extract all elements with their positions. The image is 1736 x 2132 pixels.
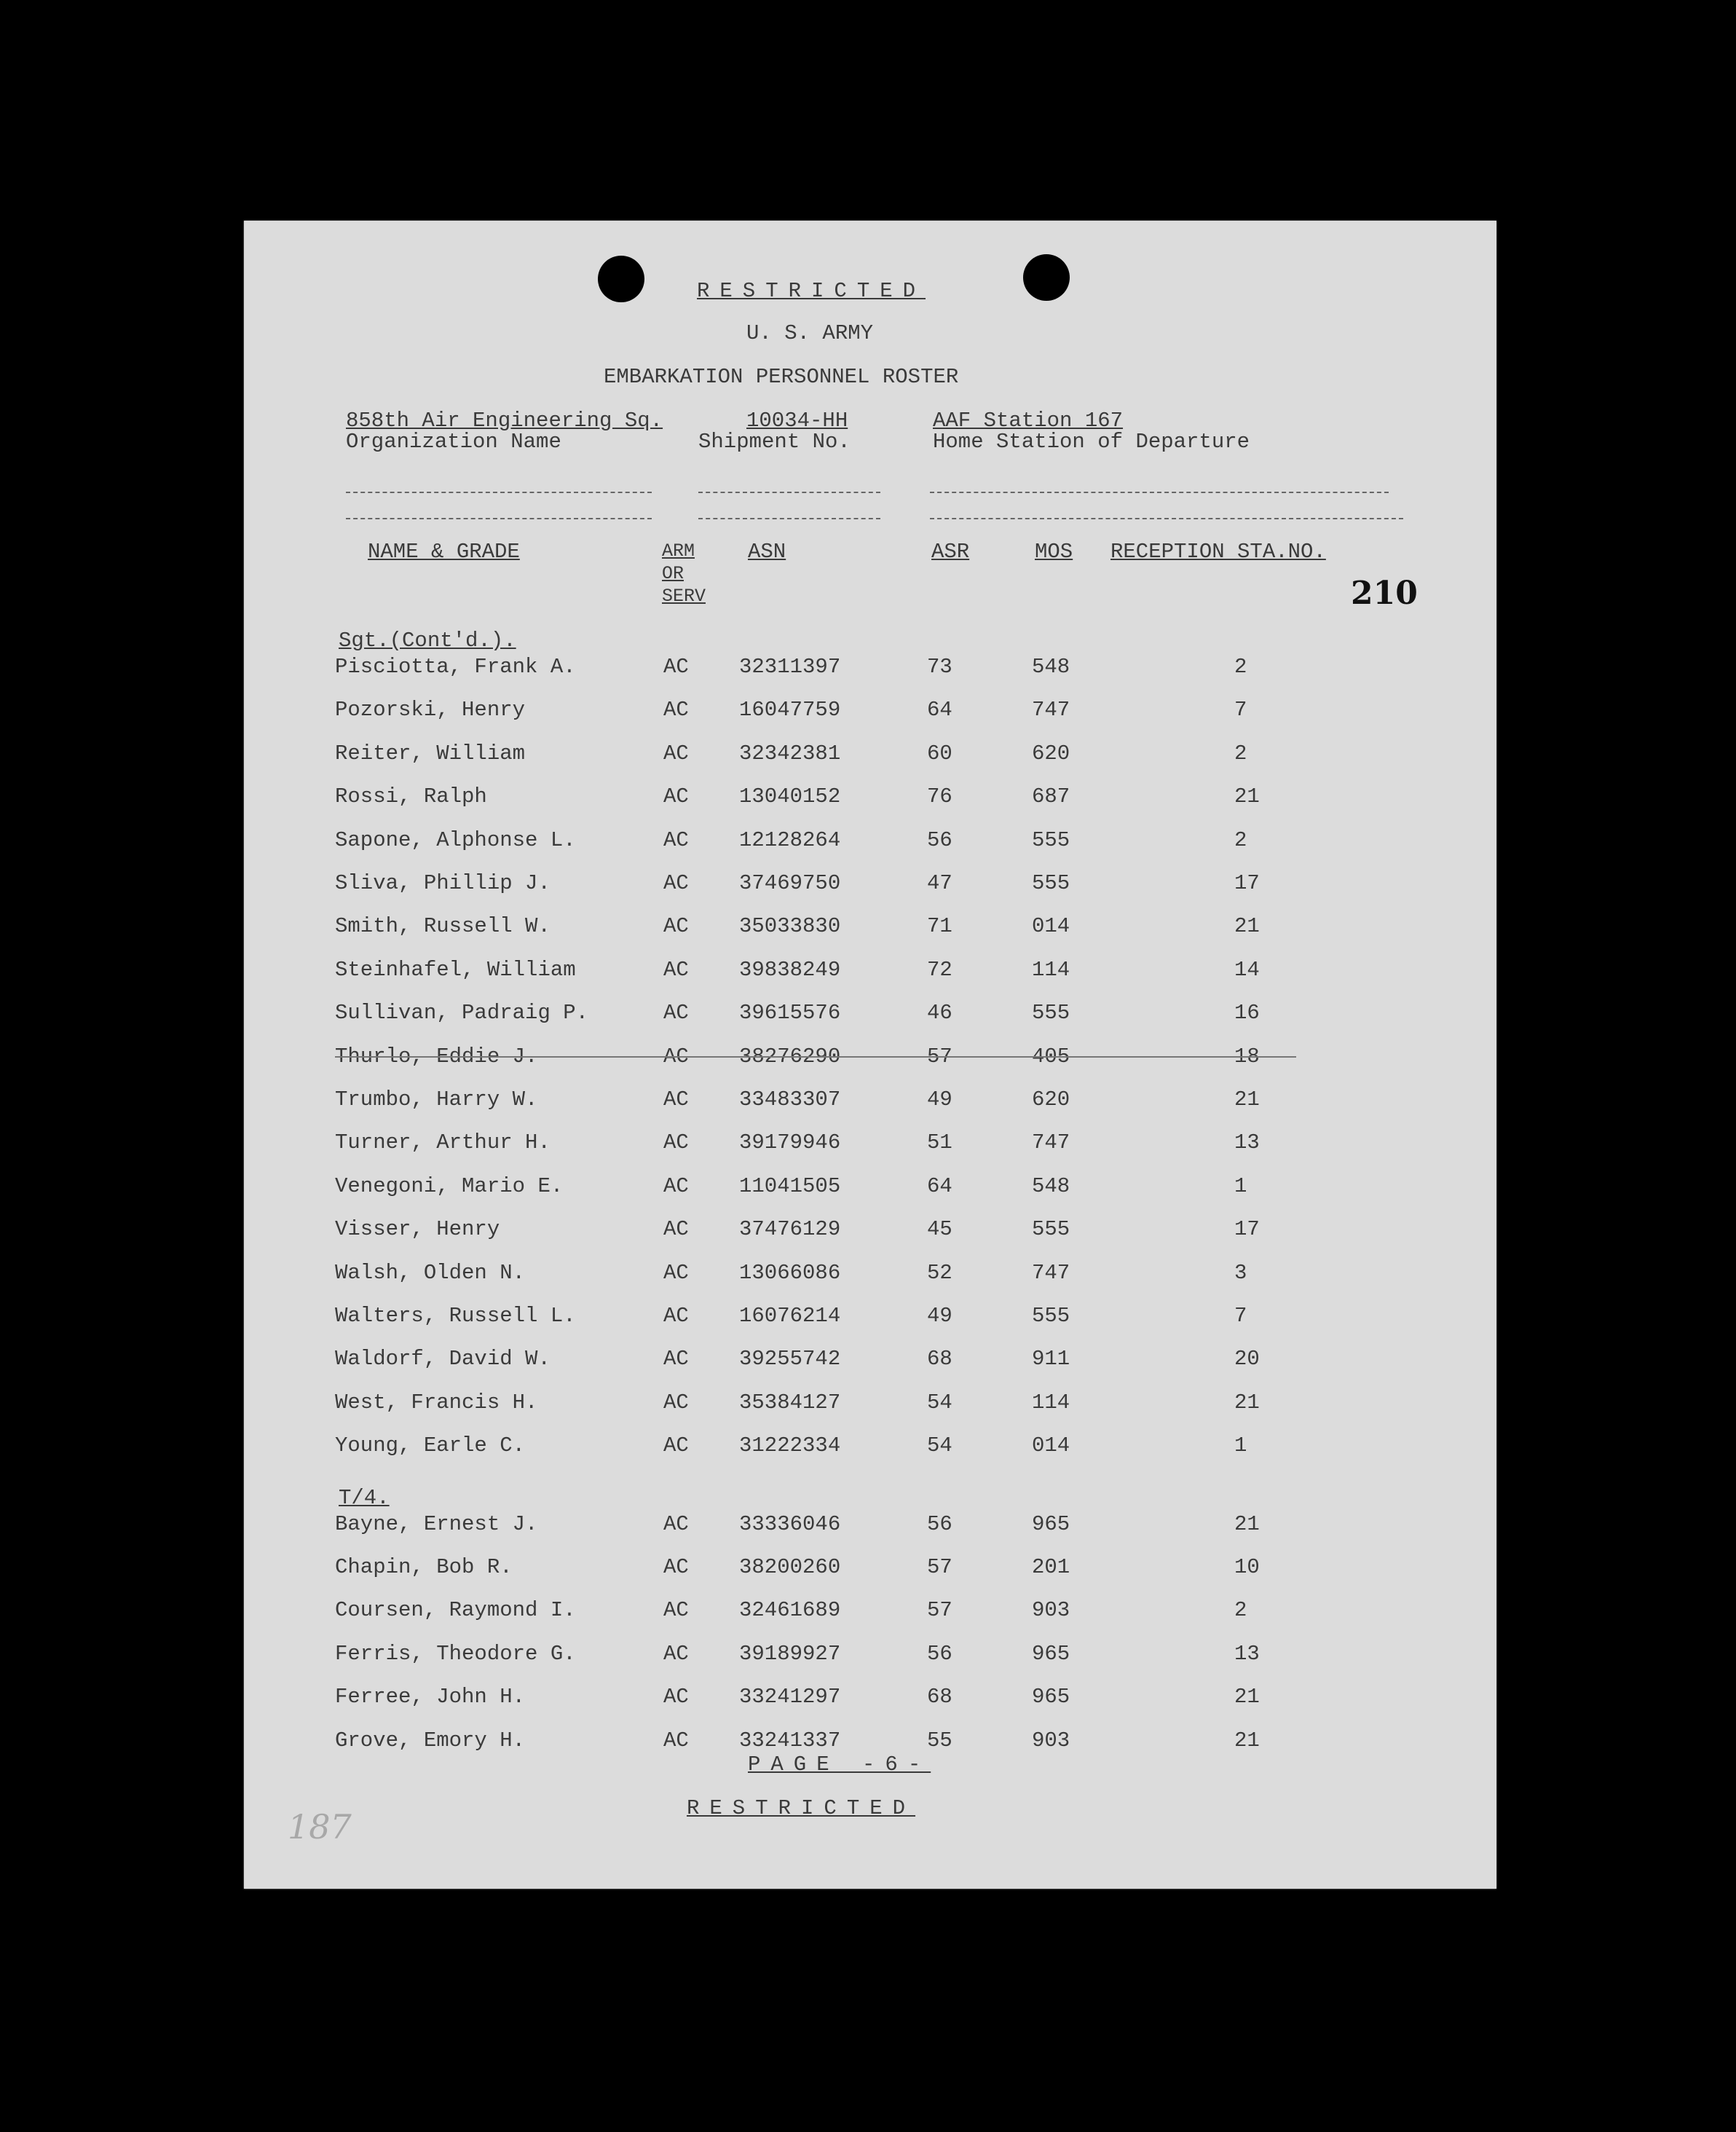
- punch-hole-left: [598, 256, 644, 302]
- cell-asr: 47: [927, 871, 952, 895]
- cell-asn: 16076214: [739, 1304, 841, 1328]
- cell-name: Thurlo, Eddie J.: [335, 1044, 538, 1069]
- cell-arm: AC: [663, 827, 689, 852]
- cell-asr: 64: [927, 1173, 952, 1198]
- cell-sta: 21: [1234, 784, 1260, 809]
- cell-arm: AC: [663, 914, 689, 939]
- cell-mos: 911: [1032, 1347, 1070, 1372]
- cell-asn: 32461689: [739, 1598, 841, 1623]
- cell-sta: 3: [1234, 1260, 1247, 1285]
- cell-arm: AC: [663, 1044, 689, 1069]
- cell-name: Reiter, William: [335, 741, 526, 766]
- station-value: AAF Station 167: [933, 409, 1124, 433]
- column-name-grade: NAME & GRADE: [368, 540, 520, 564]
- cell-asr: 68: [927, 1347, 952, 1372]
- cell-asr: 46: [927, 1001, 952, 1026]
- column-mos: MOS: [1035, 540, 1073, 564]
- cell-asn: 38200260: [739, 1555, 841, 1579]
- cell-asn: 16047759: [739, 698, 841, 723]
- cell-asn: 37476129: [739, 1217, 841, 1242]
- cell-name: Ferris, Theodore G.: [335, 1641, 576, 1666]
- cell-arm: AC: [663, 1555, 689, 1579]
- cell-arm: AC: [663, 1260, 689, 1285]
- station-label: Home Station of Departure: [933, 430, 1250, 454]
- shipment-label: Shipment No.: [698, 430, 851, 454]
- cell-mos: 903: [1032, 1598, 1070, 1623]
- blank-line: [698, 492, 880, 493]
- cell-arm: AC: [663, 957, 689, 982]
- cell-arm: AC: [663, 1173, 689, 1198]
- cell-asr: 64: [927, 698, 952, 723]
- cell-asn: 33336046: [739, 1511, 841, 1536]
- cell-name: Waldorf, David W.: [335, 1347, 551, 1372]
- cell-mos: 114: [1032, 1390, 1070, 1415]
- cell-name: Bayne, Ernest J.: [335, 1511, 538, 1536]
- cell-sta: 2: [1234, 1598, 1247, 1623]
- cell-sta: 21: [1234, 1511, 1260, 1536]
- cell-sta: 21: [1234, 1685, 1260, 1710]
- cell-asr: 45: [927, 1217, 952, 1242]
- blank-line: [346, 518, 652, 519]
- cell-mos: 555: [1032, 1001, 1070, 1026]
- cell-asr: 57: [927, 1598, 952, 1623]
- grade-heading: Sgt.(Cont'd.).: [339, 629, 516, 653]
- cell-name: Steinhafel, William: [335, 957, 576, 982]
- cell-asr: 49: [927, 1304, 952, 1328]
- cell-mos: 114: [1032, 957, 1070, 982]
- organization-value: 858th Air Engineering Sq.: [346, 409, 663, 433]
- grade-heading: T/4.: [339, 1485, 390, 1510]
- cell-asr: 68: [927, 1685, 952, 1710]
- strikethrough-line: [335, 1056, 1296, 1058]
- cell-sta: 17: [1234, 871, 1260, 895]
- cell-sta: 7: [1234, 698, 1247, 723]
- cell-name: Grove, Emory H.: [335, 1728, 526, 1753]
- cell-asr: 56: [927, 827, 952, 852]
- cell-asr: 76: [927, 784, 952, 809]
- cell-name: Rossi, Ralph: [335, 784, 487, 809]
- cell-asn: 11041505: [739, 1173, 841, 1198]
- cell-mos: 555: [1032, 1304, 1070, 1328]
- cell-arm: AC: [663, 1598, 689, 1623]
- cell-arm: AC: [663, 1685, 689, 1710]
- page-number: PAGE -6-: [748, 1753, 931, 1777]
- cell-name: Walters, Russell L.: [335, 1304, 576, 1328]
- cell-arm: AC: [663, 1728, 689, 1753]
- cell-sta: 21: [1234, 914, 1260, 939]
- cell-mos: 620: [1032, 1087, 1070, 1112]
- cell-asn: 35384127: [739, 1390, 841, 1415]
- cell-arm: AC: [663, 1217, 689, 1242]
- cell-name: Chapin, Bob R.: [335, 1555, 513, 1579]
- stamped-number: 210: [1351, 575, 1418, 612]
- cell-name: Sullivan, Padraig P.: [335, 1001, 589, 1026]
- cell-name: Walsh, Olden N.: [335, 1260, 526, 1285]
- cell-name: Pisciotta, Frank A.: [335, 655, 576, 679]
- cell-asn: 32342381: [739, 741, 841, 766]
- cell-asn: 39615576: [739, 1001, 841, 1026]
- blank-line: [698, 518, 880, 519]
- restricted-header: RESTRICTED: [697, 279, 926, 303]
- organization-label: Organization Name: [346, 430, 561, 454]
- cell-sta: 13: [1234, 1641, 1260, 1666]
- punch-hole-right: [1023, 254, 1070, 301]
- cell-asn: 39189927: [739, 1641, 841, 1666]
- column-arm-serv: ARM OR SERV: [662, 540, 706, 607]
- cell-asn: 39255742: [739, 1347, 841, 1372]
- cell-asr: 57: [927, 1044, 952, 1069]
- cell-name: Ferree, John H.: [335, 1685, 526, 1710]
- cell-asr: 72: [927, 957, 952, 982]
- cell-name: Sapone, Alphonse L.: [335, 827, 576, 852]
- cell-name: Young, Earle C.: [335, 1433, 526, 1458]
- cell-asr: 60: [927, 741, 952, 766]
- cell-mos: 555: [1032, 871, 1070, 895]
- cell-arm: AC: [663, 871, 689, 895]
- cell-arm: AC: [663, 1087, 689, 1112]
- cell-name: West, Francis H.: [335, 1390, 538, 1415]
- cell-sta: 1: [1234, 1433, 1247, 1458]
- cell-arm: AC: [663, 741, 689, 766]
- cell-sta: 16: [1234, 1001, 1260, 1026]
- cell-mos: 903: [1032, 1728, 1070, 1753]
- blank-line: [930, 492, 1389, 493]
- cell-arm: AC: [663, 1641, 689, 1666]
- cell-asr: 55: [927, 1728, 952, 1753]
- cell-asr: 57: [927, 1555, 952, 1579]
- cell-sta: 10: [1234, 1555, 1260, 1579]
- cell-asr: 56: [927, 1511, 952, 1536]
- cell-mos: 014: [1032, 1433, 1070, 1458]
- cell-asr: 73: [927, 655, 952, 679]
- cell-mos: 548: [1032, 655, 1070, 679]
- cell-mos: 405: [1032, 1044, 1070, 1069]
- cell-arm: AC: [663, 1511, 689, 1536]
- cell-name: Venegoni, Mario E.: [335, 1173, 564, 1198]
- restricted-footer: RESTRICTED: [687, 1796, 916, 1820]
- roster-title: EMBARKATION PERSONNEL ROSTER: [604, 365, 959, 389]
- cell-sta: 21: [1234, 1087, 1260, 1112]
- cell-arm: AC: [663, 1347, 689, 1372]
- cell-sta: 20: [1234, 1347, 1260, 1372]
- cell-asr: 51: [927, 1130, 952, 1155]
- column-reception-sta: RECEPTION STA.NO.: [1110, 540, 1326, 564]
- cell-arm: AC: [663, 698, 689, 723]
- cell-arm: AC: [663, 784, 689, 809]
- cell-mos: 620: [1032, 741, 1070, 766]
- cell-sta: 2: [1234, 827, 1247, 852]
- cell-mos: 747: [1032, 1260, 1070, 1285]
- shipment-value: 10034-HH: [746, 409, 848, 433]
- cell-mos: 965: [1032, 1641, 1070, 1666]
- army-header: U. S. ARMY: [746, 321, 874, 345]
- cell-asn: 33241337: [739, 1728, 841, 1753]
- column-asr: ASR: [931, 540, 970, 564]
- cell-sta: 2: [1234, 655, 1247, 679]
- cell-sta: 14: [1234, 957, 1260, 982]
- cell-name: Smith, Russell W.: [335, 914, 551, 939]
- cell-asn: 13040152: [739, 784, 841, 809]
- cell-asn: 31222334: [739, 1433, 841, 1458]
- cell-name: Coursen, Raymond I.: [335, 1598, 576, 1623]
- cell-arm: AC: [663, 1130, 689, 1155]
- cell-asn: 38276290: [739, 1044, 841, 1069]
- cell-mos: 965: [1032, 1511, 1070, 1536]
- blank-line: [930, 518, 1403, 519]
- cell-name: Visser, Henry: [335, 1217, 500, 1242]
- cell-name: Pozorski, Henry: [335, 698, 526, 723]
- cell-asn: 33483307: [739, 1087, 841, 1112]
- roster-page: [244, 221, 1496, 1889]
- pencil-margin-note: 187: [288, 1807, 352, 1846]
- cell-mos: 965: [1032, 1685, 1070, 1710]
- cell-mos: 555: [1032, 827, 1070, 852]
- cell-sta: 7: [1234, 1304, 1247, 1328]
- cell-mos: 687: [1032, 784, 1070, 809]
- cell-asn: 33241297: [739, 1685, 841, 1710]
- cell-sta: 21: [1234, 1728, 1260, 1753]
- cell-asn: 12128264: [739, 827, 841, 852]
- cell-name: Sliva, Phillip J.: [335, 871, 551, 895]
- column-asn: ASN: [748, 540, 786, 564]
- cell-mos: 747: [1032, 698, 1070, 723]
- cell-sta: 18: [1234, 1044, 1260, 1069]
- cell-name: Turner, Arthur H.: [335, 1130, 551, 1155]
- cell-asn: 13066086: [739, 1260, 841, 1285]
- cell-asr: 54: [927, 1433, 952, 1458]
- cell-mos: 014: [1032, 914, 1070, 939]
- cell-sta: 2: [1234, 741, 1247, 766]
- blank-line: [346, 492, 652, 493]
- cell-asn: 39838249: [739, 957, 841, 982]
- cell-sta: 13: [1234, 1130, 1260, 1155]
- cell-mos: 201: [1032, 1555, 1070, 1579]
- cell-asn: 37469750: [739, 871, 841, 895]
- cell-sta: 1: [1234, 1173, 1247, 1198]
- cell-asr: 52: [927, 1260, 952, 1285]
- cell-sta: 21: [1234, 1390, 1260, 1415]
- cell-asn: 32311397: [739, 655, 841, 679]
- cell-name: Trumbo, Harry W.: [335, 1087, 538, 1112]
- cell-asn: 35033830: [739, 914, 841, 939]
- cell-asr: 56: [927, 1641, 952, 1666]
- cell-mos: 747: [1032, 1130, 1070, 1155]
- cell-asr: 49: [927, 1087, 952, 1112]
- cell-mos: 555: [1032, 1217, 1070, 1242]
- cell-sta: 17: [1234, 1217, 1260, 1242]
- cell-arm: AC: [663, 1001, 689, 1026]
- cell-arm: AC: [663, 1304, 689, 1328]
- cell-asr: 54: [927, 1390, 952, 1415]
- cell-asn: 39179946: [739, 1130, 841, 1155]
- cell-arm: AC: [663, 1433, 689, 1458]
- cell-arm: AC: [663, 655, 689, 679]
- cell-mos: 548: [1032, 1173, 1070, 1198]
- cell-arm: AC: [663, 1390, 689, 1415]
- cell-asr: 71: [927, 914, 952, 939]
